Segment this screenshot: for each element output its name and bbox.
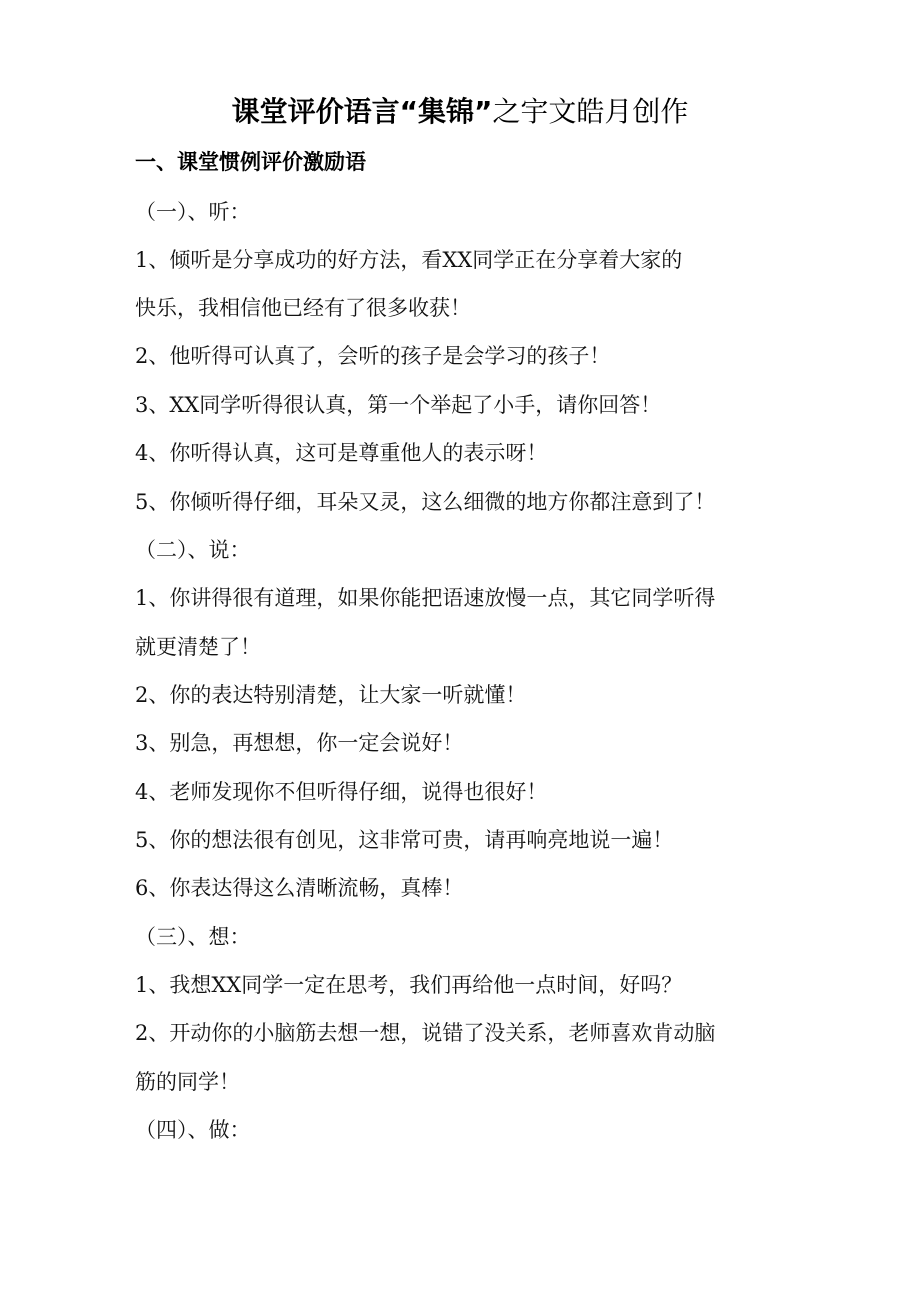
paragraph-line: 1、我想XX同学一定在思考，我们再给他一点时间，好吗？	[135, 973, 683, 997]
title-rest-part: 之宇文皓月创作	[492, 95, 689, 128]
subsection-heading-do: （四）、做：	[135, 1118, 251, 1142]
paragraph-line: 2、他听得可认真了，会听的孩子是会学习的孩子！	[135, 344, 611, 368]
paragraph-line: 2、你的表达特别清楚，让大家一听就懂！	[135, 683, 527, 707]
subsection-heading-listen: （一）、听：	[135, 200, 251, 224]
section-heading: 一、课堂惯例评价激励语	[135, 150, 366, 174]
paragraph-line: 6、你表达得这么清晰流畅，真棒！	[135, 876, 464, 900]
paragraph-line: 4、你听得认真，这可是尊重他人的表示呀！	[135, 441, 548, 465]
paragraph-line: 3、别急，再想想，你一定会说好！	[135, 731, 464, 755]
paragraph-line: 2、开动你的小脑筋去想一想，说错了没关系，老师喜欢肯动脑	[135, 1021, 716, 1045]
paragraph-line: 筋的同学！	[135, 1070, 240, 1094]
paragraph-line: 4、老师发现你不但听得仔细，说得也很好！	[135, 780, 548, 804]
paragraph-line: 快乐，我相信他已经有了很多收获！	[135, 296, 471, 320]
paragraph-line: 5、你的想法很有创见，这非常可贵，请再响亮地说一遍！	[135, 828, 674, 852]
subsection-heading-think: （三）、想：	[135, 925, 251, 949]
paragraph-line: 1、你讲得很有道理，如果你能把语速放慢一点，其它同学听得	[135, 586, 716, 610]
paragraph-line: 5、你倾听得仔细，耳朵又灵，这么细微的地方你都注意到了！	[135, 490, 716, 514]
paragraph-line: 1、倾听是分享成功的好方法，看XX同学正在分享着大家的	[135, 248, 683, 272]
subsection-heading-speak: （二）、说：	[135, 538, 251, 562]
paragraph-line: 就更清楚了！	[135, 635, 261, 659]
document-title	[0, 92, 920, 132]
title-bold-part: 课堂评价语言“集锦”	[231, 95, 493, 128]
paragraph-line: 3、XX同学听得很认真，第一个举起了小手，请你回答！	[135, 393, 662, 417]
